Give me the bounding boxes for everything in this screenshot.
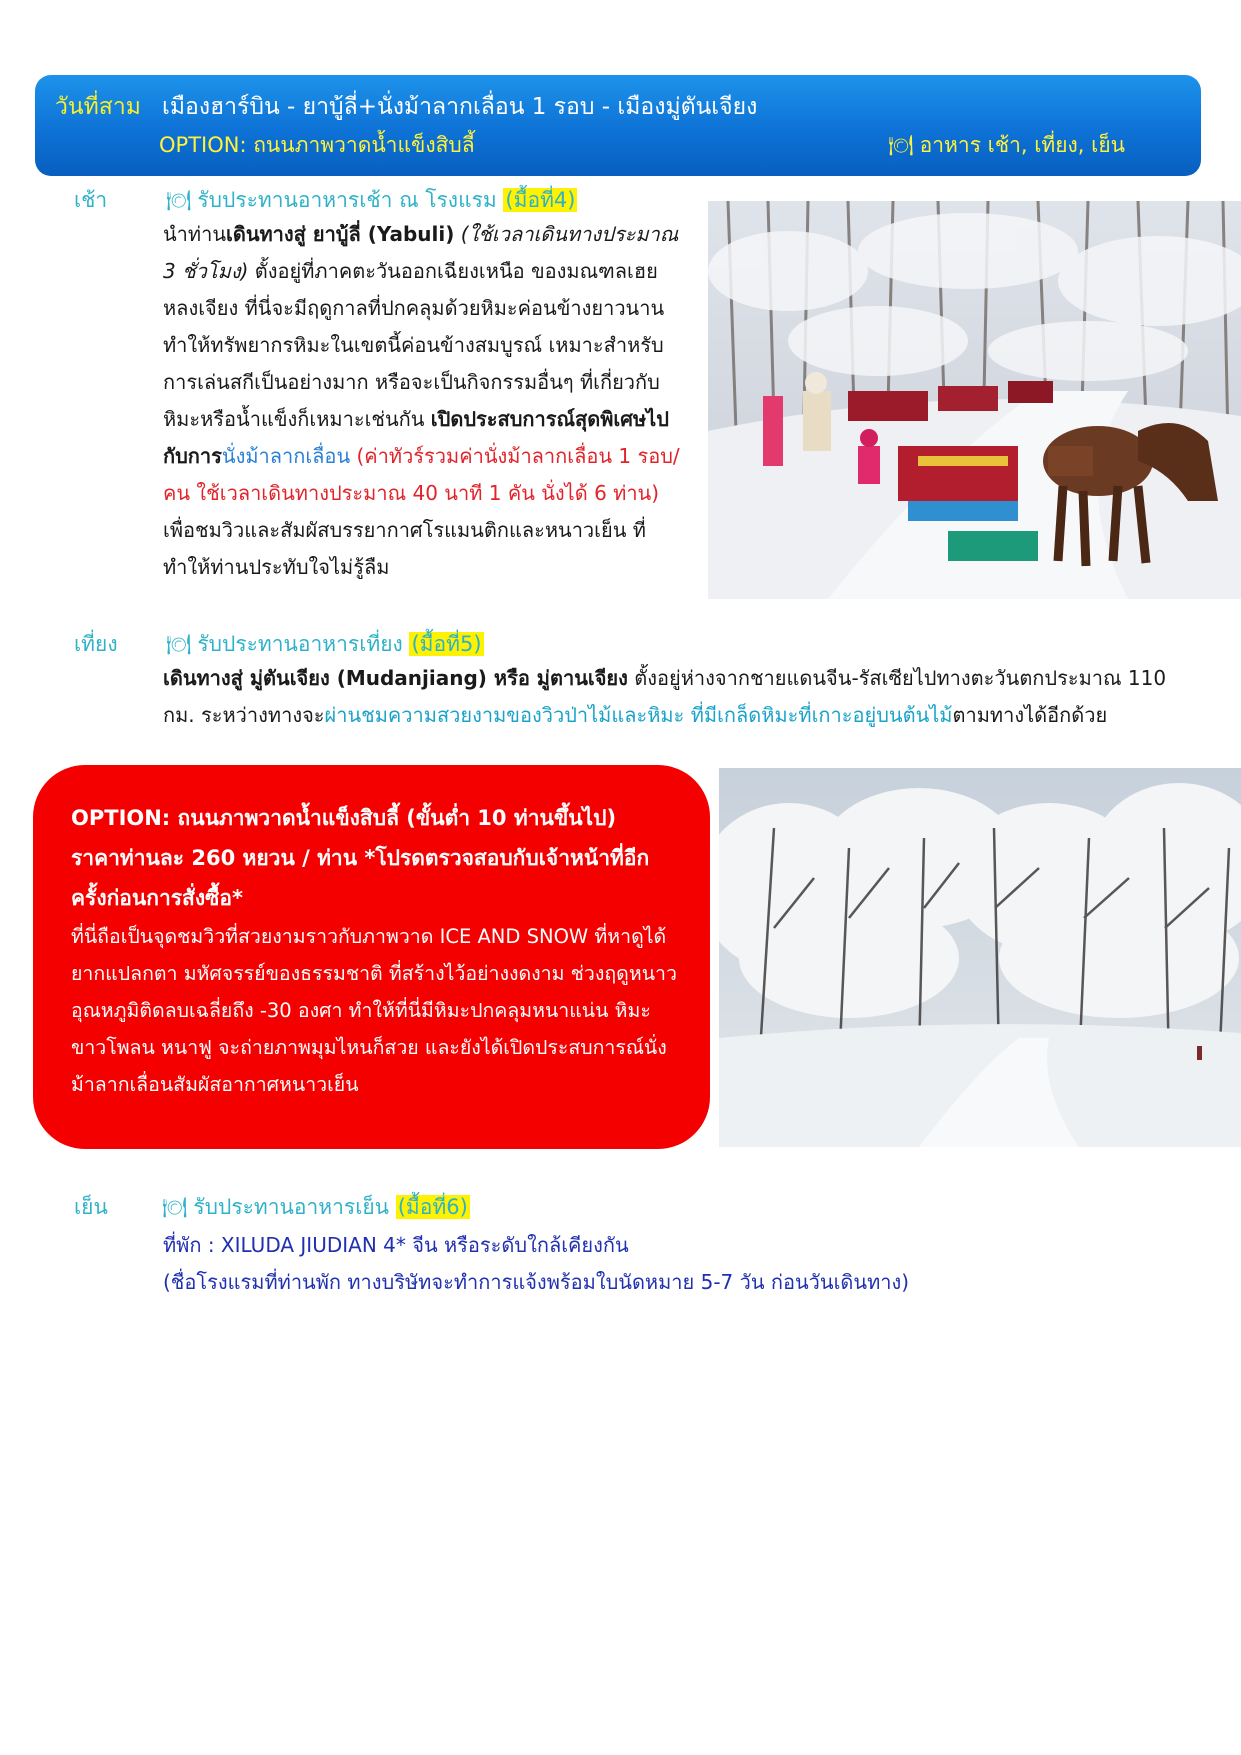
option-description: ที่นี่ถือเป็นจุดชมวิวที่สวยงามราวกับภาพวาด ICE AND SNOW ที่หาดูได้ยากแปลกตา มหัศจรรย์ของธรรมชาติ ที่สร้างไว้อย่างงดงาม ช่วงฤดูหนาวอุณหภูมิติดลบเฉลี่ยถึง -30 องศา ทำให้ที่นี่มีหิมะปกคลุมหนาแน่น หิมะขาวโพลน หนาฟู จะถ่ายภาพมุมไหนก็สวย และยังได้เปิดประสบการณ์นั่งม้าลากเลื่อนสัมผัสอากาศหนาวเย็น bbox=[71, 925, 677, 1096]
evening-meal-text: รับประทานอาหารเย็น bbox=[193, 1195, 390, 1219]
noon-meal-tag: (มื้อที่5) bbox=[411, 632, 482, 656]
noon-body: ตั้งอยู่ห่างจากชายแดนจีน-รัสเซียไปทางตะวันตกประมาณ 110 กม. ระหว่างทางจะ bbox=[163, 666, 1167, 727]
hotel-note: (ชื่อโรงแรมที่ท่านพัก ทางบริษัทจะทำการแจ้งพร้อมใบนัดหมาย 5-7 วัน ก่อนวันเดินทาง) bbox=[163, 1270, 910, 1294]
snow-forest-illustration bbox=[719, 768, 1241, 1147]
morning-destination: เดินทางสู่ ยาบู้ลี่ (Yabuli) bbox=[226, 222, 455, 246]
morning-ending: เพื่อชมวิวและสัมผัสบรรยากาศโรแมนติกและหนาวเย็น ที่ทำให้ท่านประทับใจไม่รู้ลืม bbox=[163, 518, 646, 579]
evening-meal-line bbox=[162, 1191, 470, 1224]
morning-paragraph bbox=[163, 216, 691, 586]
snow-forest-photo bbox=[719, 768, 1241, 1147]
dish-icon: 🍽 bbox=[166, 632, 192, 656]
horse-sleigh-illustration bbox=[708, 201, 1241, 599]
dish-icon: 🍽 bbox=[162, 1195, 188, 1219]
dish-icon: 🍽 bbox=[166, 188, 192, 212]
day-label: วันที่สาม bbox=[55, 94, 141, 120]
noon-paragraph bbox=[163, 660, 1181, 734]
day-title: เมืองฮาร์บิน - ยาบู้ลี่+นั่งม้าลากเลื่อน 1 รอบ - เมืองมู่ตันเจียง bbox=[162, 94, 758, 120]
evening-label: เย็น bbox=[74, 1195, 108, 1219]
option-title: OPTION: ถนนภาพวาดน้ำแข็งสิบลี้ (ขั้นต่ำ 10 ท่านขึ้นไป) bbox=[71, 806, 617, 830]
noon-scenery-text: ผ่านชมความสวยงามของวิวป่าไม้และหิมะ ที่มีเกล็ดหิมะที่เกาะอยู่บนต้นไม้ bbox=[324, 703, 953, 727]
morning-duration: (ใช้เวลาเดินทางประมาณ 3 ชั่วโมง) bbox=[163, 222, 679, 283]
hotel-name: ที่พัก : XILUDA JIUDIAN 4* จีน หรือระดับใกล้เคียงกัน bbox=[163, 1233, 629, 1257]
horse-sleigh-photo bbox=[708, 201, 1241, 599]
sleigh-ride-note: (ค่าทัวร์รวมค่านั่งม้าลากเลื่อน 1 รอบ/คน ใช้เวลาเดินทางประมาณ 40 นาที 1 คัน นั่งได้ 6 ท่าน) bbox=[163, 444, 680, 505]
sleigh-ride-text: นั่งม้าลากเลื่อน bbox=[221, 444, 351, 468]
day-option-title: OPTION: ถนนภาพวาดน้ำแข็งสิบลี้ bbox=[159, 133, 475, 157]
option-heading bbox=[71, 798, 681, 918]
morning-highlight: เปิดประสบการณ์สุดพิเศษไปกับการ bbox=[163, 407, 669, 468]
dish-icon: 🍽 bbox=[888, 133, 914, 157]
noon-label: เที่ยง bbox=[74, 632, 118, 656]
noon-destination: เดินทางสู่ มู่ตันเจียง (Mudanjiang) หรือ มู่ตานเจียง bbox=[163, 666, 628, 690]
morning-lead: นำท่าน bbox=[163, 222, 226, 246]
morning-meal-tag: (มื้อที่4) bbox=[505, 188, 576, 212]
option-box bbox=[33, 765, 710, 1149]
noon-ending: ตามทางได้อีกด้วย bbox=[952, 703, 1108, 727]
noon-meal-line bbox=[166, 628, 484, 661]
day-meals bbox=[888, 129, 1125, 162]
morning-body: ตั้งอยู่ที่ภาคตะวันออกเฉียงเหนือ ของมณฑลเฮยหลงเจียง ที่นี่จะมีฤดูกาลที่ปกคลุมด้วยหิมะค่อนข้างยาวนาน ทำให้ทรัพยากรหิมะในเขตนี้ค่อนข้างสมบูรณ์ เหมาะสำหรับการเล่นสกีเป็นอย่างมาก หรือจะเป็นกิจกรรมอื่นๆ ที่เกี่ยวกับหิมะหรือน้ำแข็งก็เหมาะเช่นกัน bbox=[163, 259, 665, 431]
noon-meal-text: รับประทานอาหารเที่ยง bbox=[197, 632, 403, 656]
option-price: ราคาท่านละ 260 หยวน / ท่าน *โปรดตรวจสอบกับเจ้าหน้าที่อีกครั้งก่อนการสั่งซื้อ* bbox=[71, 846, 650, 910]
morning-label: เช้า bbox=[74, 188, 108, 212]
morning-meal-text: รับประทานอาหารเช้า ณ โรงแรม bbox=[197, 188, 497, 212]
evening-meal-tag: (มื้อที่6) bbox=[397, 1195, 468, 1219]
morning-meal-line bbox=[166, 184, 577, 217]
day-meals-text: อาหาร เช้า, เที่ยง, เย็น bbox=[919, 133, 1125, 157]
day-banner bbox=[35, 75, 1201, 176]
